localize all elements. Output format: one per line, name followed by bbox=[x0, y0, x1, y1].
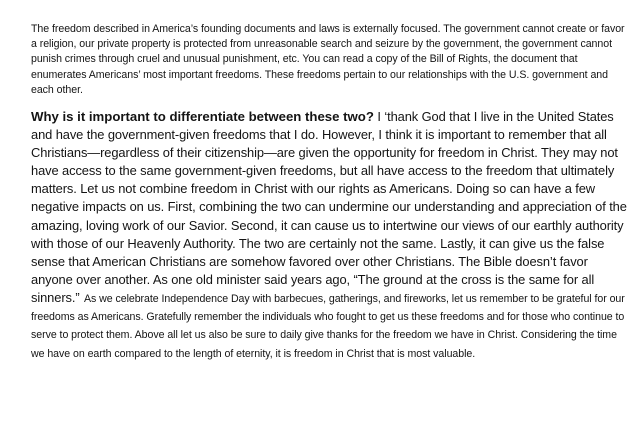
body-text-small: As we celebrate Independence Day with barbecues, gatherings, and fireworks, let us remember to be grateful for our freedoms as Americans. Gratefully remember the individuals who fought to get us these freedoms and for those who continue to serve to protect them. Above all let us also be sure to daily give thanks for the freedom we have in Christ. Considering the time we have on earth compared to the length of eternity, it is freedom in Christ that is most valuable. bbox=[31, 292, 625, 360]
body-text-large-content: I ‘thank God that I live in the United States and have the government-given freedoms that I do. However, I think it is important to remember that all Christians—regardless of their citizenship—are given the opportunity for freedom in Christ. They may not have access to the same government-given freedoms, but all have access to the freedom that ultimately matters. Let us not combine freedom in Christ with our rights as Americans. Doing so can have a few negative impacts on us. First, combining the two can undermine our understanding and appreciation of the amazing, loving work of our Savior. Second, it can cause us to intertwine our views of our earthly authority with those of our Heavenly Authority. The two are certainly not the same. Lastly, it can give us the false sense that American Christians are somehow favored over other Christians. The Bible doesn’t favor anyone over another. As one old minister said years ago, “The ground at the cross is the same for all sinners.” bbox=[31, 109, 627, 305]
body-text-large bbox=[31, 109, 627, 305]
intro-paragraph: The freedom described in America’s founding documents and laws is externally focused. The government cannot create or favor a religion, our private property is protected from unreasonable search and seizure by the government, the government cannot punish crimes through cruel and unusual punishment, etc. You can read a copy of the Bill of Rights, the document that enumerates Americans’ most important freedoms. These freedoms pertain to our relationships with the U.S. government and each other. bbox=[31, 23, 625, 96]
body-paragraph bbox=[31, 108, 631, 362]
document-page bbox=[31, 22, 631, 362]
section-heading: Why is it important to differentiate between these two? bbox=[31, 109, 374, 125]
